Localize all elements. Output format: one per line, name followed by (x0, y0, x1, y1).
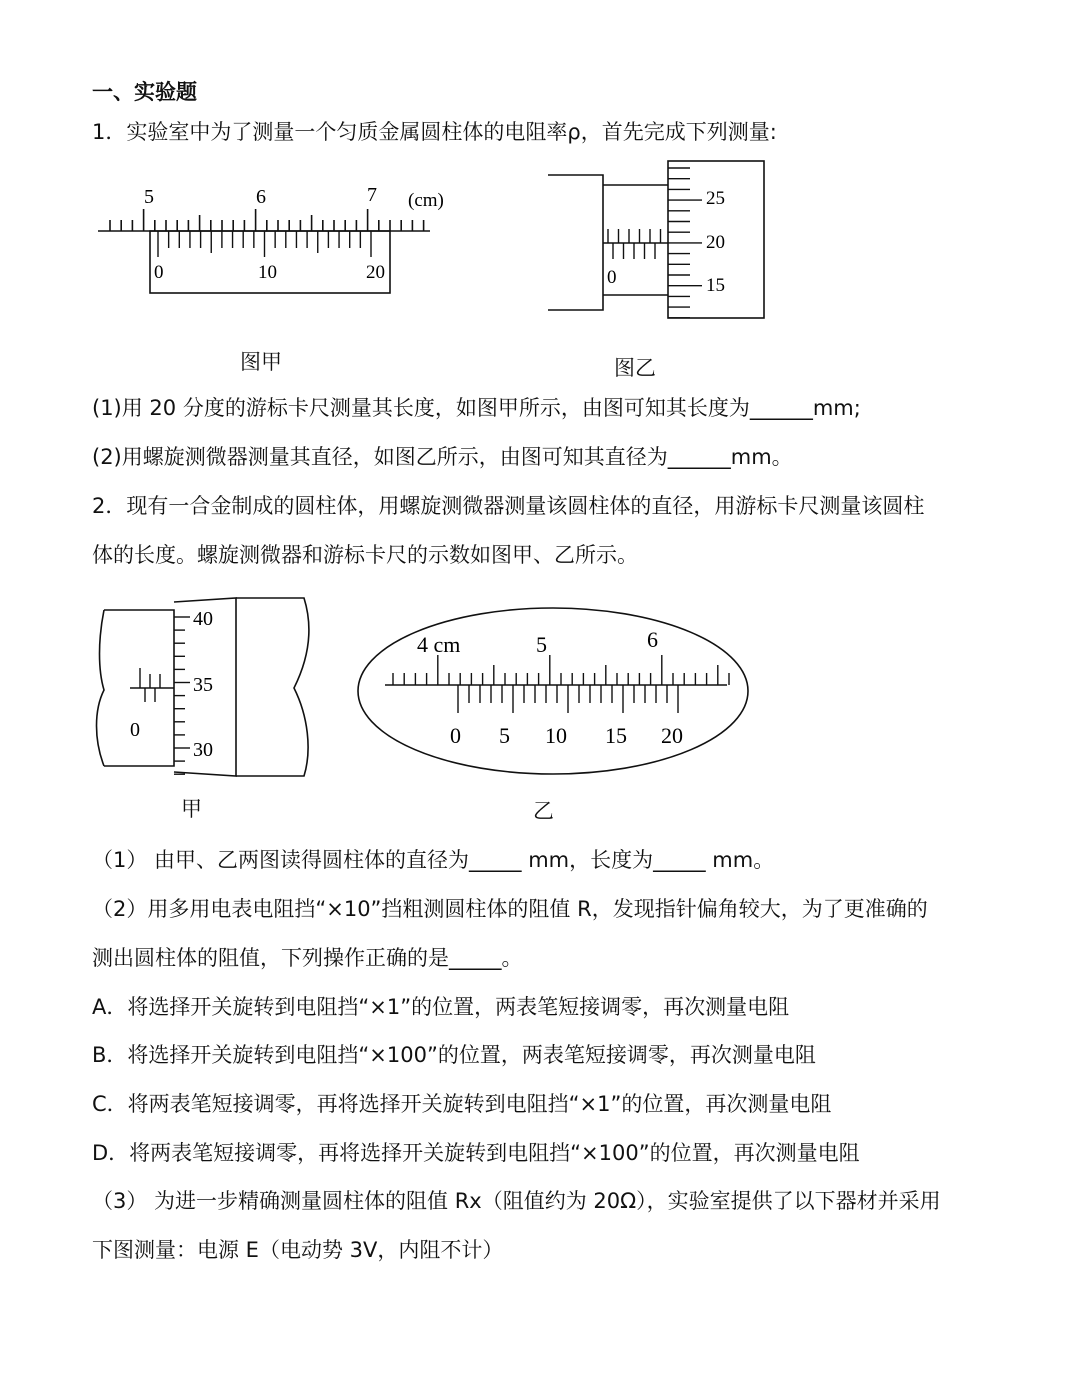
thimble-tick-label: 20 (706, 232, 725, 253)
sleeve-zero-label: 0 (607, 267, 617, 288)
q2-sub1: （1） 由甲、乙两图读得圆柱体的直径为_____ mm，长度为_____ mm。 (92, 848, 775, 872)
option-a: A．将选择开关旋转到电阻挡“×1”的位置，两表笔短接调零，再次测量电阻 (92, 995, 790, 1019)
vernier-tick-label: 10 (545, 723, 567, 748)
section-title: 一、实验题 (92, 80, 197, 104)
thimble-tick-label: 25 (706, 188, 725, 209)
thimble-tick-label: 35 (193, 674, 213, 696)
vernier-tick-label: 20 (366, 262, 385, 283)
q2-fig-jia-caption: 甲 (181, 797, 202, 821)
q2-sub2-line2: 测出圆柱体的阻值，下列操作正确的是_____。 (92, 946, 523, 970)
main-tick-label: 6 (647, 627, 658, 652)
q2-vernier-caliper-figure (355, 605, 755, 777)
q1-fig-yi-caption: 图乙 (614, 356, 656, 380)
option-b: B．将选择开关旋转到电阻挡“×100”的位置，两表笔短接调零，再次测量电阻 (92, 1043, 816, 1067)
q1-micrometer-figure (540, 155, 780, 330)
thimble-tick-label: 15 (706, 275, 725, 296)
vernier-tick-label: 0 (450, 723, 461, 748)
main-tick-label: 4 cm (417, 632, 461, 657)
q1-sub2: (2)用螺旋测微器测量其直径，如图乙所示，由图可知其直径为______mm。 (92, 445, 793, 469)
q1-vernier-caliper-figure (90, 175, 460, 305)
main-tick-label: 5 (144, 186, 154, 208)
option-c: C．将两表笔短接调零，再将选择开关旋转到电阻挡“×1”的位置，再次测量电阻 (92, 1092, 832, 1116)
unit-label: (cm) (408, 190, 444, 211)
main-tick-label: 5 (536, 632, 547, 657)
q2-sub2-line1: （2）用多用电表电阻挡“×10”挡粗测圆柱体的阻值 R，发现指针偏角较大，为了更准确的 (92, 897, 928, 921)
q1-sub1: (1)用 20 分度的游标卡尺测量其长度，如图甲所示，由图可知其长度为______mm; (92, 396, 861, 420)
option-d: D．将两表笔短接调零，再将选择开关旋转到电阻挡“×100”的位置，再次测量电阻 (92, 1141, 860, 1165)
thimble-tick-label: 40 (193, 608, 213, 630)
vernier-tick-label: 20 (661, 723, 683, 748)
sleeve-zero-label: 0 (130, 719, 140, 741)
main-tick-label: 7 (367, 184, 377, 206)
q2-stem-line1: 2．现有一合金制成的圆柱体，用螺旋测微器测量该圆柱体的直径，用游标卡尺测量该圆柱 (92, 494, 925, 518)
q2-stem-line2: 体的长度。螺旋测微器和游标卡尺的示数如图甲、乙所示。 (92, 543, 638, 567)
q2-sub3-line1: （3） 为进一步精确测量圆柱体的阻值 Rx（阻值约为 20Ω），实验室提供了以下器材并采用 (92, 1189, 941, 1213)
q1-stem: 1．实验室中为了测量一个匀质金属圆柱体的电阻率ρ，首先完成下列测量: (92, 120, 777, 144)
q2-sub3-line2: 下图测量：电源 E（电动势 3V，内阻不计） (92, 1238, 504, 1262)
vernier-tick-label: 10 (258, 262, 277, 283)
q1-fig-jia-caption: 图甲 (240, 350, 282, 374)
vernier-tick-label: 0 (154, 262, 164, 283)
q2-fig-yi-caption: 乙 (533, 799, 554, 823)
vernier-tick-label: 15 (605, 723, 627, 748)
vernier-tick-label: 5 (499, 723, 510, 748)
thimble-tick-label: 30 (193, 739, 213, 761)
q2-micrometer-figure (90, 590, 325, 790)
main-tick-label: 6 (256, 186, 266, 208)
